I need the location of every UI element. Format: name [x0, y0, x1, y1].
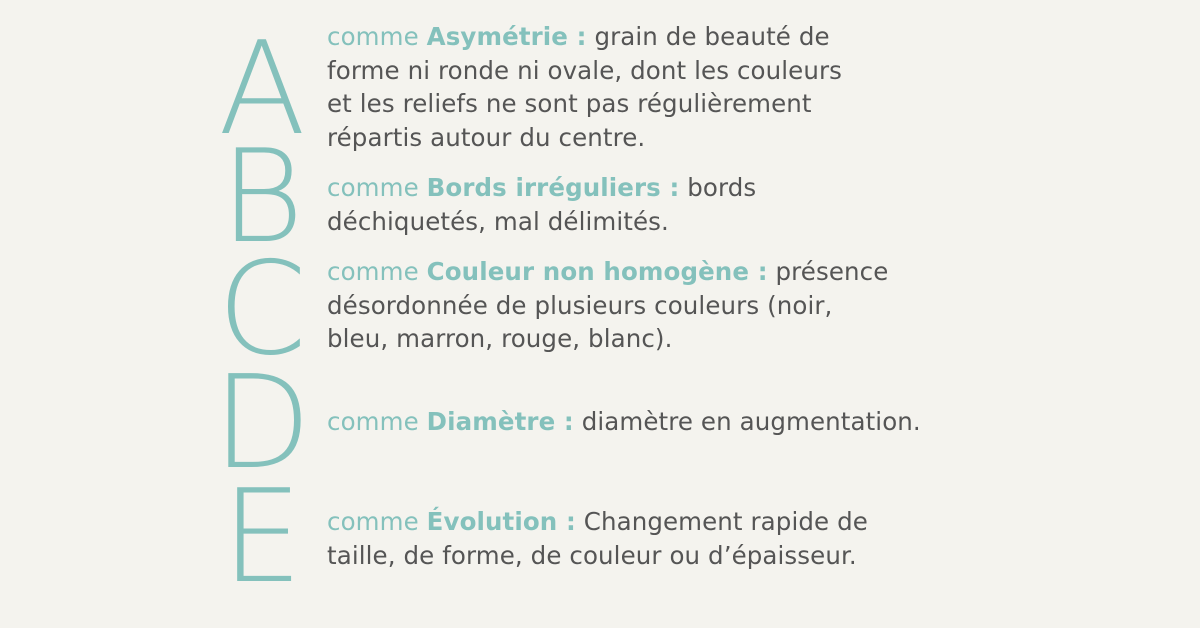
letter-d: D	[212, 349, 312, 498]
entry-keyword: comme Asymétrie :	[327, 22, 587, 51]
letter-e: E	[221, 463, 303, 612]
entry-bords-irreguliers	[327, 171, 1027, 238]
entry-keyword: comme Couleur non homogène :	[327, 257, 768, 286]
entry-line: comme Couleur non homogène : présence	[327, 257, 889, 286]
letter-a: A	[218, 15, 306, 164]
entry-line: forme ni ronde ni ovale, dont les couleurs	[327, 55, 842, 85]
entry-couleur-non-homogene	[327, 255, 1027, 356]
entry-keyword: comme Évolution :	[327, 507, 576, 536]
entry-diametre	[327, 405, 1027, 439]
entry-line: comme Évolution : Changement rapide de	[327, 507, 868, 536]
entry-line: taille, de forme, de couleur ou d’épaisseur.	[327, 540, 857, 570]
entry-line: comme Bords irréguliers : bords	[327, 173, 757, 202]
entry-line: déchiquetés, mal délimités.	[327, 206, 669, 236]
letter-c: C	[217, 235, 307, 384]
entry-keyword: comme Bords irréguliers :	[327, 173, 680, 202]
entry-line: comme Asymétrie : grain de beauté de	[327, 22, 830, 51]
letter-b: B	[220, 123, 304, 272]
entry-line: comme Diamètre : diamètre en augmentation.	[327, 407, 921, 436]
entry-evolution	[327, 505, 1027, 572]
entry-line: répartis autour du centre.	[327, 122, 646, 152]
entry-line: et les reliefs ne sont pas régulièrement	[327, 89, 812, 118]
entry-keyword: comme Diamètre :	[327, 407, 574, 436]
entry-line: bleu, marron, rouge, blanc).	[327, 324, 673, 353]
entry-line: désordonnée de plusieurs couleurs (noir,	[327, 290, 833, 320]
entry-asymetrie	[327, 20, 1027, 154]
